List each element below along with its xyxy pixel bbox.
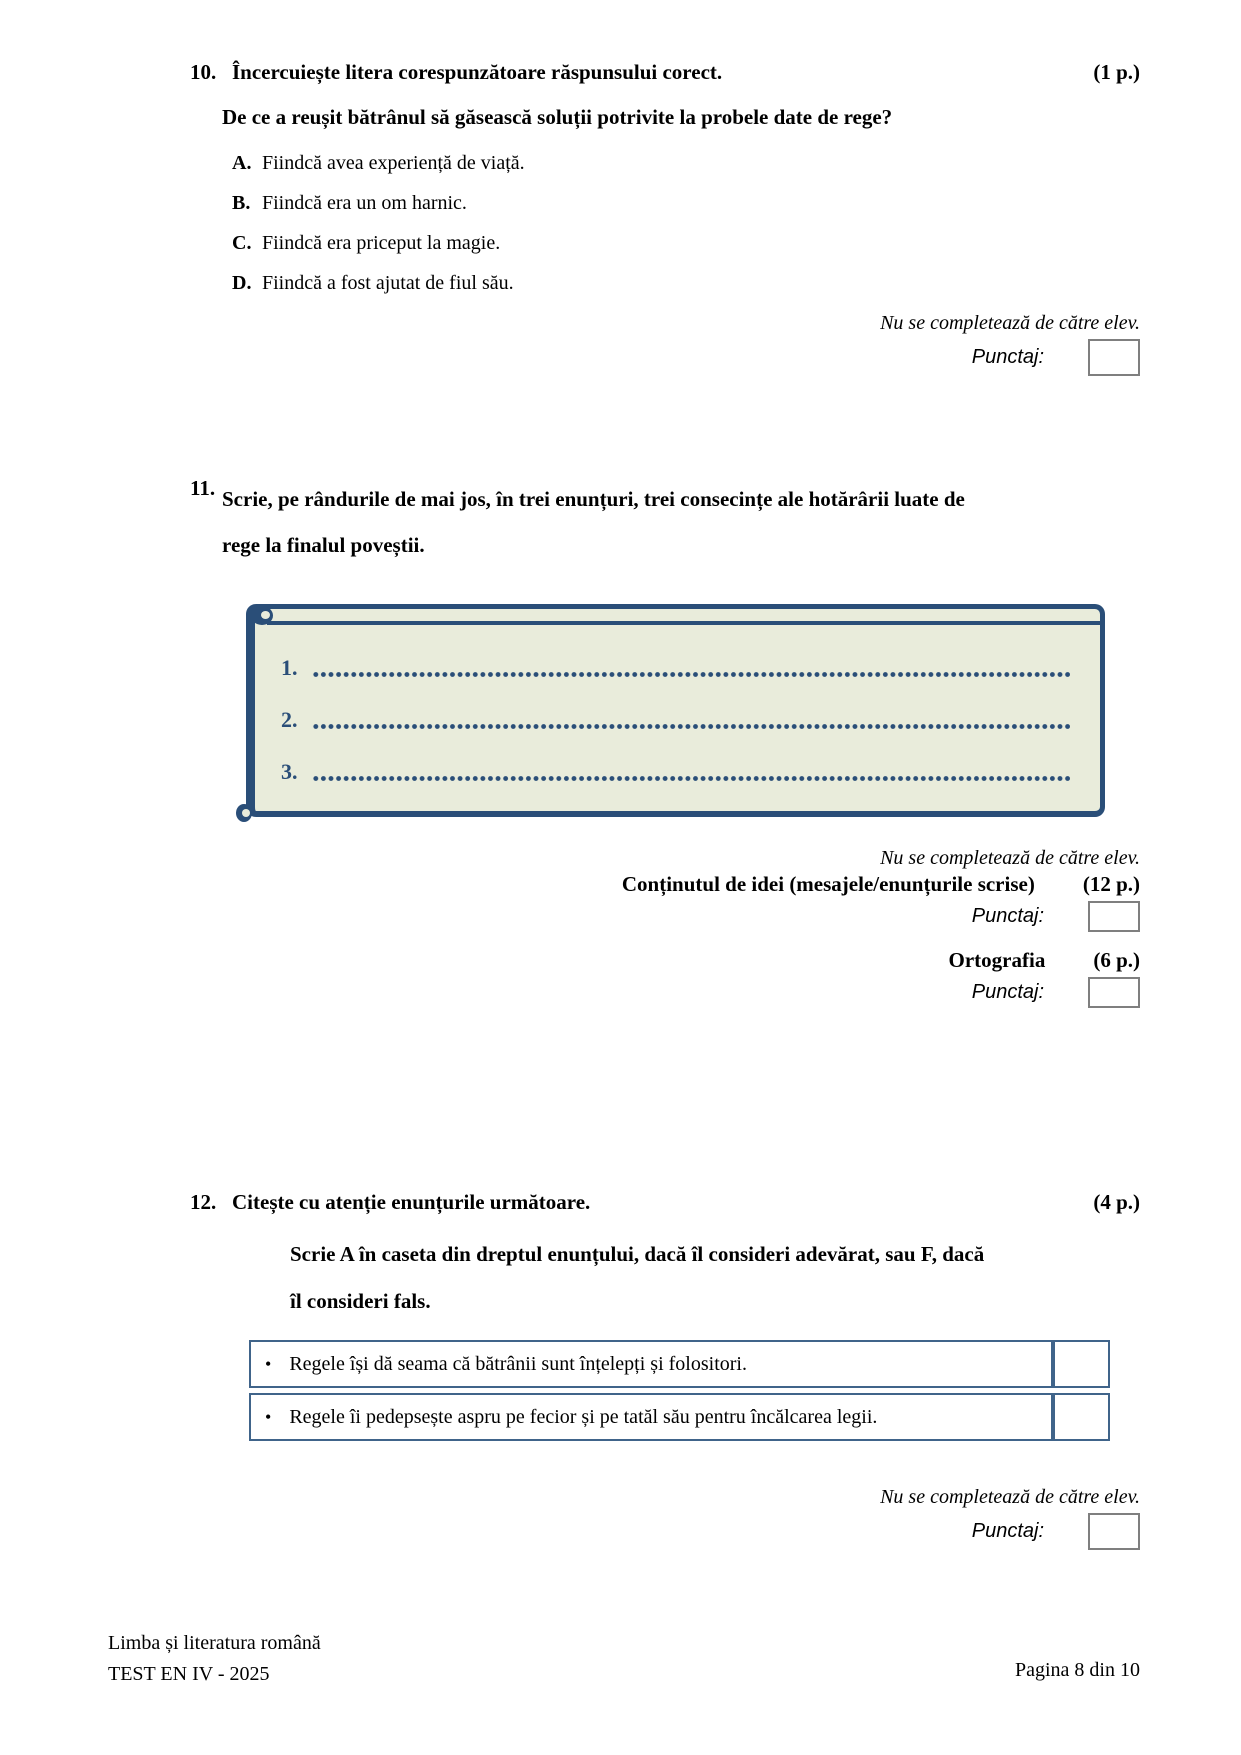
bullet-icon: • — [265, 1353, 272, 1374]
q10-option-d[interactable] — [232, 272, 1140, 295]
q11-content-label: Conținutul de idei (mesajele/enunțurile scrise) — [621, 872, 1035, 896]
bullet-icon: • — [265, 1406, 272, 1427]
statement-2-answer-box[interactable] — [1053, 1393, 1110, 1441]
answer-scroll — [246, 604, 1105, 817]
q11-ortografia-row — [190, 948, 1140, 973]
footer-test-name: TEST EN IV - 2025 — [108, 1663, 270, 1685]
scroll-top-roll — [267, 621, 1100, 625]
q10-option-c-text: Fiindcă era priceput la magie. — [262, 232, 501, 254]
q10-option-a-text: Fiindcă avea experiență de viață. — [262, 152, 525, 174]
q10-option-d-text: Fiindcă a fost ajutat de fiul său. — [262, 272, 514, 294]
q10-options — [232, 152, 1140, 295]
question-10 — [190, 60, 1140, 376]
true-false-table — [249, 1335, 1110, 1446]
q11-prompt — [222, 476, 965, 568]
q10-option-d-letter: D. — [232, 272, 252, 294]
statement-1-cell — [249, 1340, 1053, 1388]
q12-instruction — [290, 1231, 1140, 1325]
q11-ortografia-score-box[interactable] — [1088, 977, 1140, 1008]
q10-score-row — [190, 339, 1140, 376]
q11-ortografia-points: (6 p.) — [1093, 948, 1140, 972]
footer-subject: Limba și literatura română — [108, 1632, 321, 1654]
q11-number: 11. — [190, 476, 216, 500]
answer-line-2-rule[interactable] — [312, 723, 1071, 730]
q11-prompt-line1: Scrie, pe rândurile de mai jos, în trei enunțuri, trei consecințe ale hotărârii luate de — [222, 487, 965, 511]
q10-points: (1 p.) — [1093, 60, 1140, 84]
q12-note: Nu se completează de către elev. — [880, 1486, 1140, 1508]
q10-option-a-letter: A. — [232, 152, 252, 174]
q10-option-b[interactable] — [232, 192, 1140, 215]
table-row — [249, 1393, 1110, 1441]
statement-2-text: Regele îi pedepsește aspru pe fecior și pe tatăl său pentru încălcarea legii. — [289, 1405, 878, 1428]
q12-score-box[interactable] — [1088, 1513, 1140, 1550]
q11-ortografia-score-row — [190, 977, 1140, 1008]
q12-title-row — [190, 1190, 590, 1215]
q12-points: (4 p.) — [1093, 1190, 1140, 1214]
statement-2-cell — [249, 1393, 1053, 1441]
q11-ortografia-punctaj-label: Punctaj: — [971, 981, 1044, 1003]
q12-score-row — [190, 1513, 1140, 1550]
answer-line-2[interactable] — [281, 705, 1072, 735]
scroll-bottom-curl-icon — [236, 804, 252, 822]
q11-content-points: (12 p.) — [1082, 872, 1140, 896]
q10-option-b-letter: B. — [232, 192, 251, 214]
q10-score-box[interactable] — [1088, 339, 1140, 376]
answer-line-3-number: 3. — [281, 759, 298, 784]
q10-question: De ce a reușit bătrânul să găsească soluții potrivite la probele date de rege? — [222, 105, 893, 129]
q11-prompt-line2: rege la finalul poveștii. — [222, 533, 425, 557]
q10-option-a[interactable] — [232, 152, 1140, 175]
q10-option-c-letter: C. — [232, 232, 252, 254]
q10-option-c[interactable] — [232, 232, 1140, 255]
q11-title-row — [190, 476, 1140, 568]
q11-content-punctaj-label: Punctaj: — [971, 905, 1044, 927]
q12-number: 12. — [190, 1190, 217, 1214]
answer-line-1[interactable] — [281, 653, 1072, 683]
q10-note: Nu se completează de către elev. — [880, 312, 1140, 334]
q10-number: 10. — [190, 60, 217, 84]
q12-instruction-line1: Scrie A în caseta din dreptul enunțului, dacă îl consideri adevărat, sau F, dacă — [290, 1242, 985, 1266]
q10-prompt: Încercuiește litera corespunzătoare răspunsului corect. — [232, 60, 723, 84]
q11-ortografia-label: Ortografia — [948, 948, 1046, 972]
footer-left — [108, 1628, 321, 1690]
q11-content-row — [190, 872, 1140, 897]
answer-lines — [255, 609, 1100, 787]
q12-header — [190, 1190, 1140, 1215]
table-row — [249, 1340, 1110, 1388]
q11-content-score-box[interactable] — [1088, 901, 1140, 932]
q11-content-score-row — [190, 901, 1140, 932]
q10-header — [190, 60, 1140, 85]
footer-page-number: Pagina 8 din 10 — [1015, 1659, 1140, 1681]
statement-1-text: Regele își dă seama că bătrânii sunt înțelepți și folositori. — [289, 1352, 747, 1375]
question-12 — [190, 1190, 1140, 1550]
answer-line-1-rule[interactable] — [312, 671, 1071, 678]
answer-line-3[interactable] — [281, 757, 1072, 787]
answer-line-2-number: 2. — [281, 707, 298, 732]
answer-line-3-rule[interactable] — [312, 775, 1071, 782]
answer-line-1-number: 1. — [281, 655, 298, 680]
q12-punctaj-label: Punctaj: — [971, 1520, 1044, 1542]
q10-option-b-text: Fiindcă era un om harnic. — [262, 192, 467, 214]
question-11 — [190, 476, 1140, 1008]
q12-prompt: Citește cu atenție enunțurile următoare. — [232, 1190, 591, 1214]
q10-punctaj-label: Punctaj: — [971, 346, 1044, 368]
statement-1-answer-box[interactable] — [1053, 1340, 1110, 1388]
q11-note: Nu se completează de către elev. — [880, 847, 1140, 869]
q10-title-row — [190, 60, 722, 85]
q12-instruction-line2: îl consideri fals. — [290, 1289, 431, 1313]
